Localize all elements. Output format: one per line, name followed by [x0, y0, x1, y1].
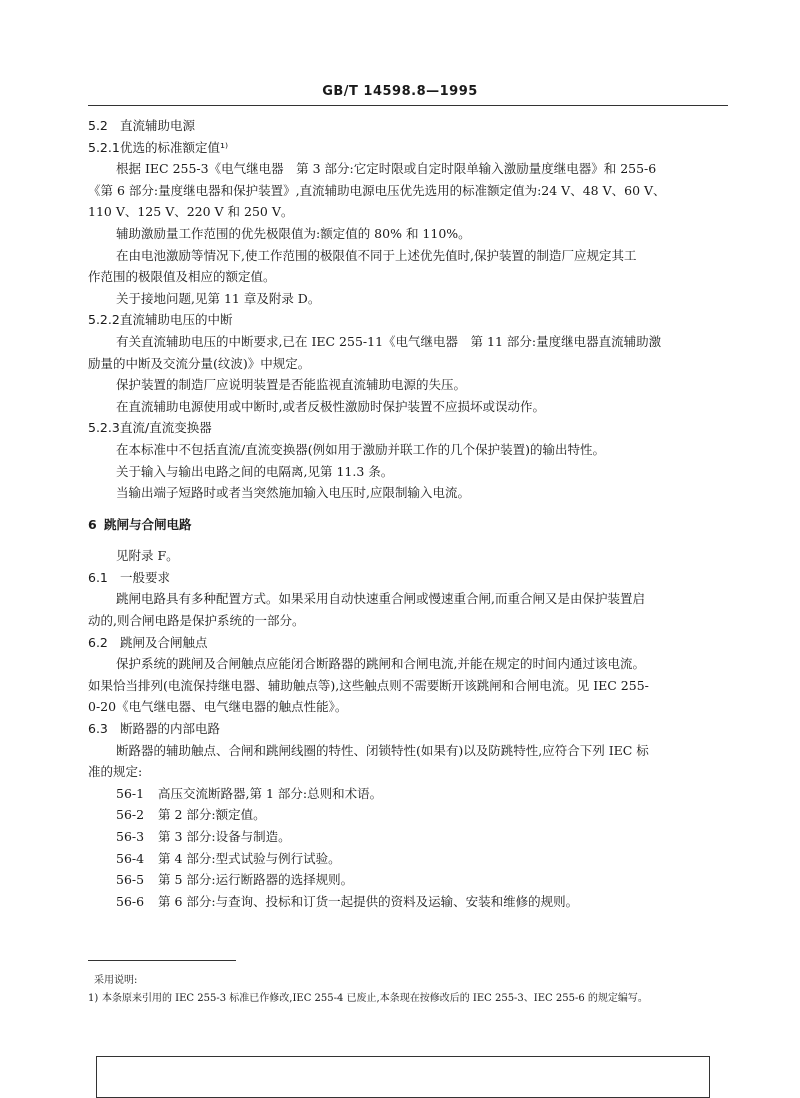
section-heading [88, 309, 728, 331]
paragraph [88, 461, 728, 483]
footnote-list [88, 990, 733, 1008]
list-item [88, 869, 728, 891]
section-number: 6.3 [88, 721, 108, 737]
paragraph-line: 根据 IEC 255-3《电气继电器 第 3 部分:它定时限或自定时限单输入激励量度继电器》和 255-6 [116, 161, 657, 177]
paragraph-line: 保护装置的制造厂应说明装置是否能监视直流辅助电源的失压。 [116, 377, 467, 393]
standard-title: 第 5 部分:运行断路器的选择规则。 [158, 872, 354, 888]
paragraph [88, 740, 728, 783]
section-heading [88, 718, 728, 740]
paragraph-line: 励量的中断及交流分量(纹波)》中规定。 [88, 355, 311, 371]
footnote-rule [88, 960, 236, 961]
section-number: 6.1 [88, 569, 108, 585]
paragraph [88, 545, 728, 567]
footnote-title: 采用说明: [94, 975, 138, 986]
paragraph-line: 关于接地问题,见第 11 章及附录 D。 [116, 290, 321, 306]
paragraph-line: 在直流辅助电源使用或中断时,或者反极性激励时保护装置不应损坏或误动作。 [116, 398, 545, 414]
section-number: 6.2 [88, 634, 108, 650]
footnote-mark: 1) [88, 993, 99, 1004]
paragraph [88, 374, 728, 396]
paragraph [88, 331, 728, 374]
section-title: 直流辅助电源 [120, 118, 196, 133]
paragraph-line: 《第 6 部分:量度继电器和保护装置》,直流辅助电源电压优先选用的标准额定值为:24 V、48 V、60 V、 [88, 182, 666, 198]
paragraph-line: 保护系统的跳闸及合闸触点应能闭合断路器的跳闸和合闸电流,并能在规定的时间内通过该电流。 [116, 656, 645, 672]
list-item [88, 848, 728, 870]
paragraph [88, 653, 728, 718]
paragraph [88, 482, 728, 504]
paragraph-line: 断路器的辅助触点、合闸和跳闸线圈的特性、闭锁特性(如果有)以及防跳特性,应符合下列 IEC 标 [116, 742, 649, 758]
footnote-text: 本条原来引用的 IEC 255-3 标准已作修改,IEC 255-4 已废止,本条现在按修改后的 IEC 255-3、IEC 255-6 的规定编写。 [102, 993, 648, 1004]
section-title: 直流/直流变换器 [120, 420, 212, 436]
footnotes [88, 972, 733, 1008]
section-number: 5.2.3 [88, 420, 120, 436]
list-item [88, 783, 728, 805]
standards-list [88, 783, 728, 913]
paragraph-line: 跳闸电路具有多种配置方式。如果采用自动快速重合闸或慢速重合闸,而重合闸又是由保护装置启 [116, 591, 645, 607]
section-number: 6 [88, 516, 97, 532]
paragraph-line: 如果恰当排列(电流保持继电器、辅助触点等),这些触点则不需要断开该跳闸和合闸电流。见 IEC 255- [88, 677, 649, 693]
standard-code: 56-4 [116, 850, 145, 866]
section-heading [88, 115, 728, 137]
paragraph-line: 110 V、125 V、220 V 和 250 V。 [88, 204, 294, 220]
standard-title: 第 4 部分:型式试验与例行试验。 [158, 850, 341, 866]
page-header: GB/T 14598.8—1995 [322, 84, 478, 99]
paragraph [88, 288, 728, 310]
standard-code: 56-1 [116, 785, 145, 801]
paragraph-line: 有关直流辅助电压的中断要求,已在 IEC 255-11《电气继电器 第 11 部分:量度继电器直流辅助激 [116, 333, 662, 349]
standard-code: 56-5 [116, 872, 145, 888]
section-number: 5.2.2 [88, 312, 120, 328]
standard-title: 高压交流断路器,第 1 部分:总则和术语。 [158, 785, 383, 801]
section-title: 优选的标准额定值¹⁾ [120, 139, 229, 155]
standard-title: 第 3 部分:设备与制造。 [158, 829, 291, 844]
section-title: 跳闸与合闸电路 [104, 516, 192, 532]
section-title: 跳闸及合闸触点 [120, 634, 208, 650]
standard-title: 第 2 部分:额定值。 [158, 807, 266, 823]
paragraph-line: 辅助激励量工作范围的优先极限值为:额定值的 80% 和 110%。 [116, 225, 471, 241]
section-heading [88, 417, 728, 439]
document-body [88, 115, 728, 912]
paragraph [88, 158, 728, 223]
standard-code: 56-3 [116, 829, 145, 844]
list-item [88, 804, 728, 826]
paragraph [88, 439, 728, 461]
section-heading [88, 514, 728, 536]
paragraph-line: 见附录 F。 [116, 548, 179, 564]
paragraph [88, 588, 728, 631]
paragraph [88, 245, 728, 288]
paragraph [88, 396, 728, 418]
standard-title: 第 6 部分:与查询、投标和订货一起提供的资料及运输、安装和维修的规则。 [158, 893, 579, 909]
paragraph-line: 准的规定: [88, 764, 143, 780]
paragraph-line: 在本标准中不包括直流/直流变换器(例如用于激励并联工作的几个保护装置)的输出特性。 [116, 441, 605, 457]
standard-code: 56-6 [116, 893, 145, 909]
list-item [88, 826, 728, 848]
section-heading [88, 567, 728, 589]
standard-code: 56-2 [116, 807, 145, 823]
bottom-frame [96, 1056, 710, 1098]
section-title: 直流辅助电压的中断 [120, 312, 233, 328]
header-rule [88, 105, 728, 106]
paragraph-line: 关于输入与输出电路之间的电隔离,见第 11.3 条。 [116, 463, 394, 479]
section-title: 一般要求 [120, 569, 171, 585]
paragraph-line: 在由电池激励等情况下,使工作范围的极限值不同于上述优先值时,保护装置的制造厂应规定其工 [116, 247, 637, 263]
paragraph-line: 作范围的极限值及相应的额定值。 [88, 269, 276, 285]
list-item [88, 891, 728, 913]
section-title: 断路器的内部电路 [120, 721, 221, 737]
section-number: 5.2.1 [88, 139, 120, 155]
section-heading [88, 137, 728, 159]
paragraph-line: 0-20《电气继电器、电气继电器的触点性能》。 [88, 699, 348, 715]
section-number: 5.2 [88, 118, 108, 133]
paragraph-line: 动的,则合闸电路是保护系统的一部分。 [88, 613, 305, 629]
section-heading [88, 632, 728, 654]
paragraph-line: 当输出端子短路时或者当突然施加输入电压时,应限制输入电流。 [116, 485, 470, 501]
paragraph [88, 223, 728, 245]
footnote-item [88, 990, 733, 1008]
